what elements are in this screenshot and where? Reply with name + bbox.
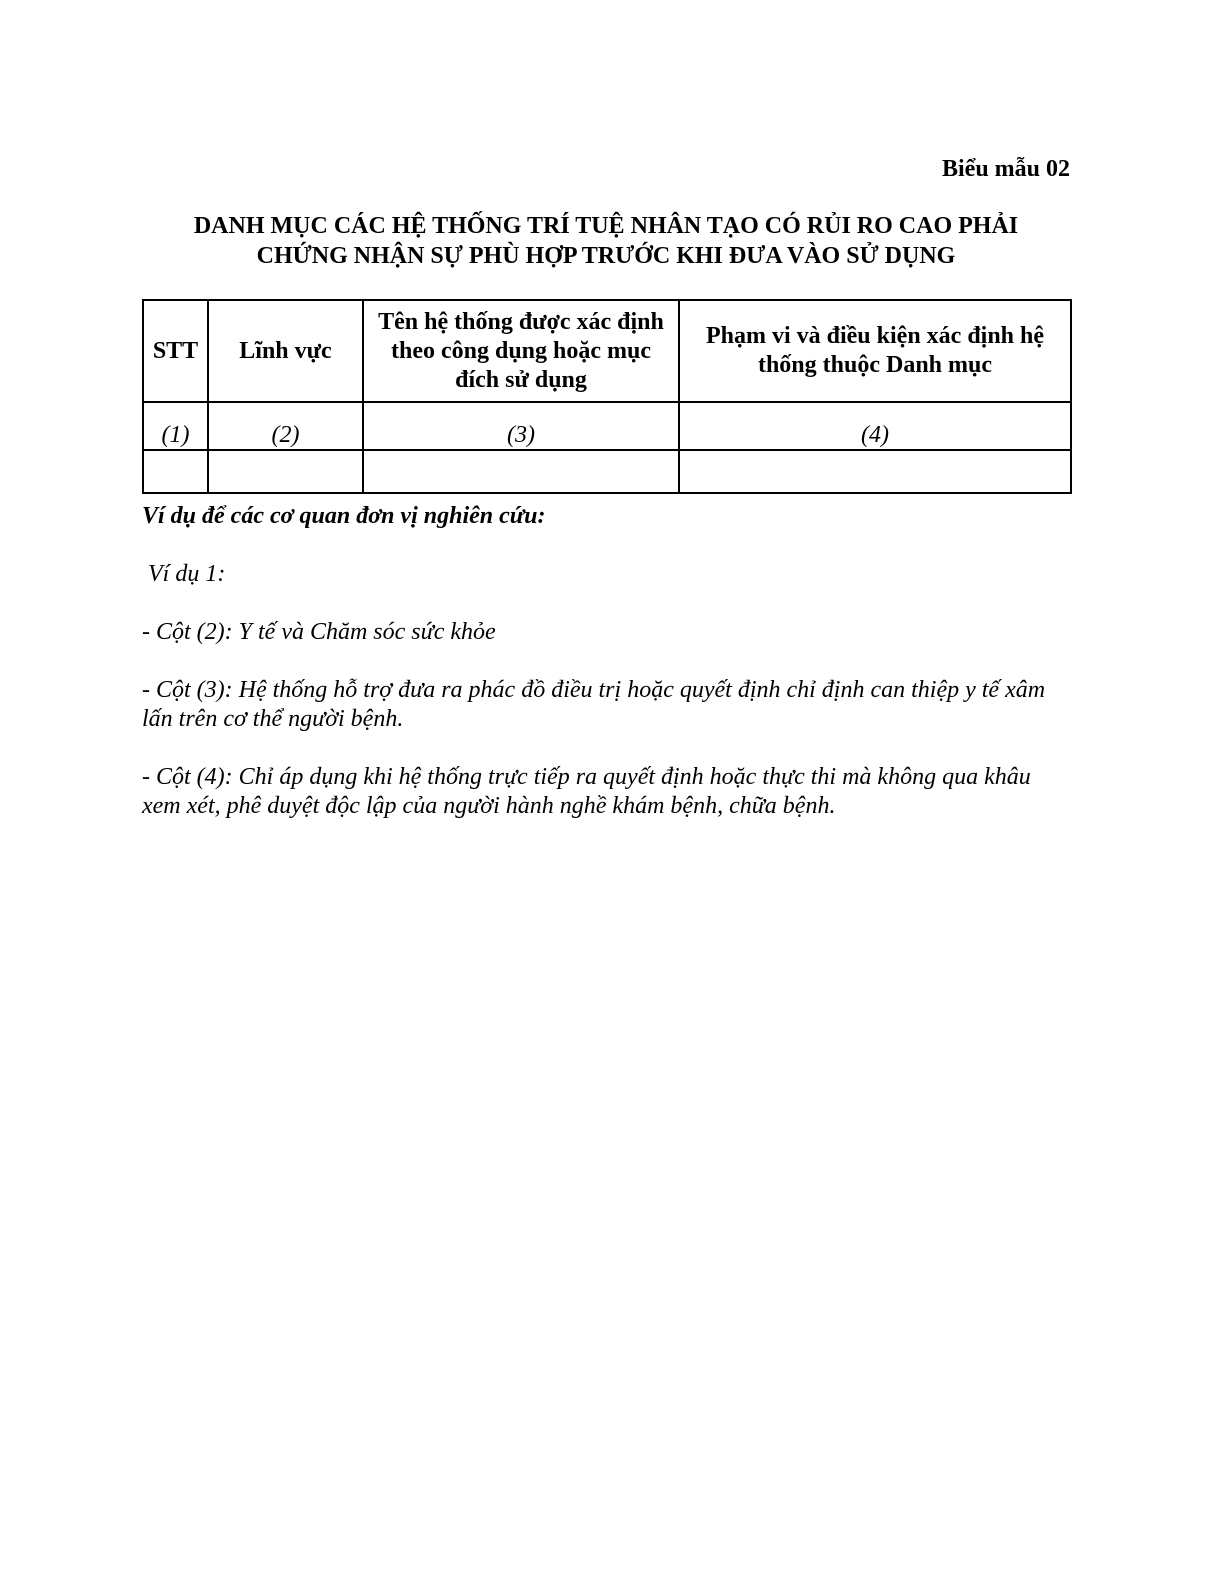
document-title-line-1: DANH MỤC CÁC HỆ THỐNG TRÍ TUỆ NHÂN TẠO CÓ RỦI RO CAO PHẢI — [193, 213, 1019, 239]
table-cell — [363, 450, 679, 493]
header-field: Lĩnh vực — [208, 300, 363, 402]
example-item: - Cột (4): Chỉ áp dụng khi hệ thống trực tiếp ra quyết định hoặc thực thi mà không qua khâu xem xét, phê duyệt độc lập của người hành nghề khám bệnh, chữa bệnh. — [142, 764, 1031, 819]
table-cell — [208, 450, 363, 493]
form-label: Biểu mẫu 02 — [941, 156, 1070, 182]
header-stt: STT — [143, 300, 208, 402]
example-item: - Cột (2): Y tế và Chăm sóc sức khỏe — [142, 619, 496, 645]
system-list-table — [142, 299, 1072, 494]
document-title-line-2: CHỨNG NHẬN SỰ PHÙ HỢP TRƯỚC KHI ĐƯA VÀO SỬ DỤNG — [256, 243, 956, 269]
header-system-name: Tên hệ thống được xác định theo công dụng hoặc mục đích sử dụng — [363, 300, 679, 402]
table-row — [143, 402, 1071, 450]
example-title: Ví dụ 1: — [148, 561, 226, 587]
document-title — [142, 211, 1070, 271]
examples-intro: Ví dụ để các cơ quan đơn vị nghiên cứu: — [142, 503, 546, 529]
column-number-3: (3) — [363, 402, 679, 450]
table-header-row — [143, 300, 1071, 402]
column-number-2: (2) — [208, 402, 363, 450]
table-row — [143, 450, 1071, 493]
header-scope-conditions: Phạm vi và điều kiện xác định hệ thống thuộc Danh mục — [679, 300, 1071, 402]
example-item: - Cột (3): Hệ thống hỗ trợ đưa ra phác đồ điều trị hoặc quyết định chỉ định can thiệp y tế xâm lấn trên cơ thể người bệnh. — [142, 677, 1046, 732]
table-cell — [679, 450, 1071, 493]
examples-section — [142, 502, 1070, 850]
column-number-4: (4) — [679, 402, 1071, 450]
table-cell — [143, 450, 208, 493]
column-number-1: (1) — [143, 402, 208, 450]
